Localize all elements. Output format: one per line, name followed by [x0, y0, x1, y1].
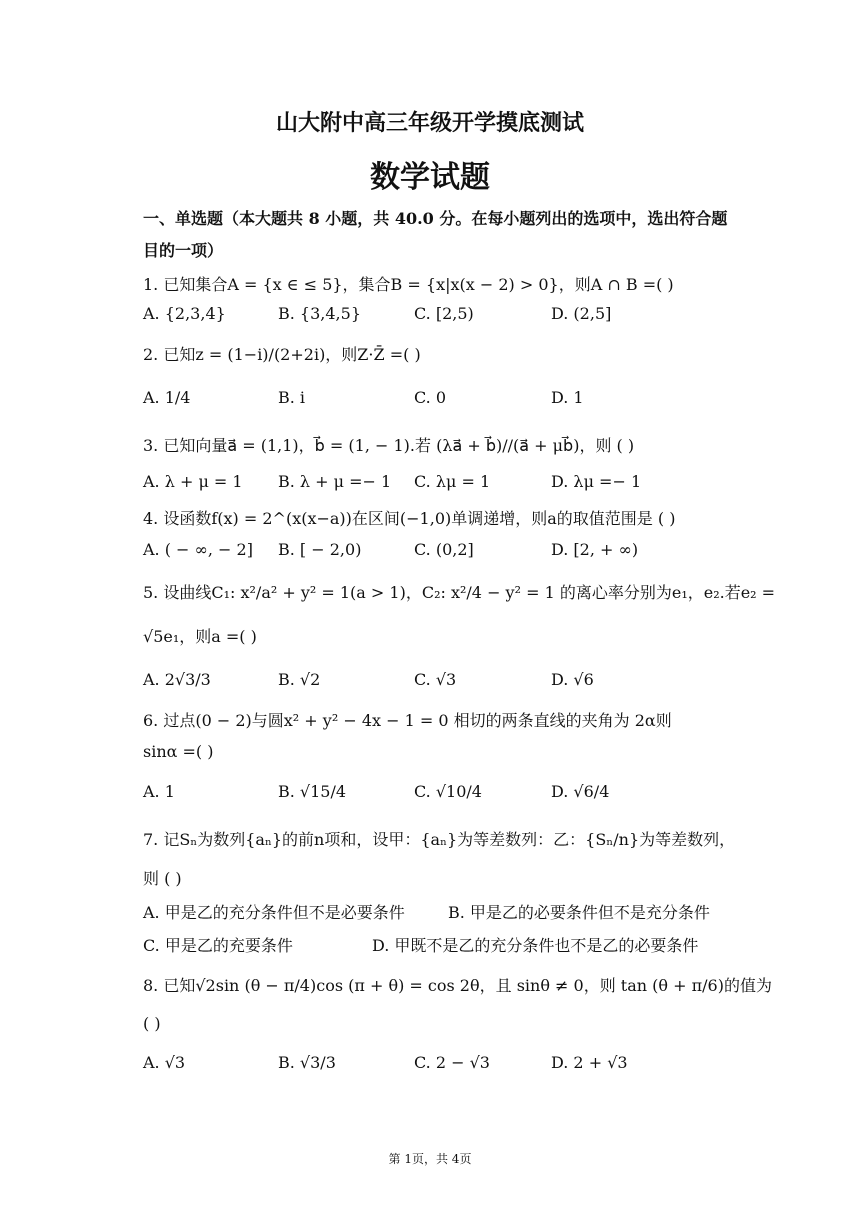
question-6-option-a: A. 1 [143, 782, 175, 801]
question-6-stem-line-2: sinα =( ) [143, 742, 214, 761]
subject-title: 数学试题 [370, 160, 490, 195]
question-1-option-c: C. [2,5) [414, 304, 474, 323]
question-8-option-b: B. √3/3 [278, 1053, 336, 1072]
question-7-option-a: A. 甲是乙的充分条件但不是必要条件 [143, 903, 405, 922]
question-2-option-d: D. 1 [551, 388, 584, 407]
question-3-option-a: A. λ + μ = 1 [143, 472, 243, 491]
question-6-option-d: D. √6/4 [551, 782, 610, 801]
question-6-option-c: C. √10/4 [414, 782, 482, 801]
page-footer: 第 1页，共 4页 [388, 1152, 472, 1166]
question-1-option-a: A. {2,3,4} [143, 304, 226, 323]
question-2-option-a: A. 1/4 [143, 388, 191, 407]
question-3-option-c: C. λμ = 1 [414, 472, 491, 491]
section-heading-line-2: 目的一项） [143, 241, 224, 260]
question-8-option-d: D. 2 + √3 [551, 1053, 628, 1072]
question-8-option-c: C. 2 − √3 [414, 1053, 490, 1072]
question-2-option-b: B. i [278, 388, 306, 407]
section-heading-line-1: 一、单选题（本大题共 8 小题，共 40.0 分。在每小题列出的选项中，选出符合题 [143, 209, 728, 228]
question-3-stem: 3. 已知向量a⃗ = (1,1)，b⃗ = (1, − 1).若 (λa⃗ + b⃗)//(a⃗ + μb⃗)，则 ( ) [143, 436, 635, 455]
question-8-stem-line-2: ( ) [143, 1014, 161, 1033]
question-7-option-c: C. 甲是乙的充要条件 [143, 936, 293, 955]
question-6-option-b: B. √15/4 [278, 782, 347, 801]
question-4-stem: 4. 设函数f(x) = 2^(x(x−a))在区间(−1,0)单调递增，则a的取值范围是 ( ) [143, 509, 676, 528]
question-5-option-b: B. √2 [278, 670, 321, 689]
question-5-stem-line-2: √5e₁，则a =( ) [143, 627, 257, 646]
question-5-option-c: C. √3 [414, 670, 457, 689]
question-8-option-a: A. √3 [143, 1053, 186, 1072]
question-5-option-d: D. √6 [551, 670, 594, 689]
question-8-stem-line-1: 8. 已知√2sin (θ − π/4)cos (π + θ) = cos 2θ，且 sinθ ≠ 0，则 tan (θ + π/6)的值为 [143, 976, 772, 995]
question-7-option-b: B. 甲是乙的必要条件但不是充分条件 [448, 903, 710, 922]
question-7-option-d: D. 甲既不是乙的充分条件也不是乙的必要条件 [372, 936, 699, 955]
question-2-option-c: C. 0 [414, 388, 447, 407]
question-1-stem: 1. 已知集合A = {x ∈ ≤ 5}，集合B = {x|x(x − 2) > 0}，则A ∩ B =( ) [143, 275, 674, 294]
question-4-option-d: D. [2, + ∞) [551, 540, 639, 559]
question-6-stem-line-1: 6. 过点(0 − 2)与圆x² + y² − 4x − 1 = 0 相切的两条直线的夹角为 2α则 [143, 711, 672, 730]
question-3-option-b: B. λ + μ =− 1 [278, 472, 392, 491]
question-5-stem-line-1: 5. 设曲线C₁: x²/a² + y² = 1(a > 1)，C₂: x²/4 − y² = 1 的离心率分别为e₁，e₂.若e₂ = [143, 583, 776, 602]
question-1-option-b: B. {3,4,5} [278, 304, 361, 323]
question-7-stem-line-1: 7. 记Sₙ为数列{aₙ}的前n项和，设甲：{aₙ}为等差数列：乙：{Sₙ/n}为等差数列， [143, 830, 736, 849]
question-1-option-d: D. (2,5] [551, 304, 612, 323]
question-4-option-b: B. [ − 2,0) [278, 540, 362, 559]
question-2-stem: 2. 已知z = (1−i)/(2+2i)，则Z·Z̄ =( ) [143, 345, 421, 364]
question-4-option-c: C. (0,2] [414, 540, 474, 559]
question-3-option-d: D. λμ =− 1 [551, 472, 642, 491]
question-7-stem-line-2: 则 ( ) [143, 869, 182, 888]
question-5-option-a: A. 2√3/3 [143, 670, 211, 689]
question-4-option-a: A. ( − ∞, − 2] [143, 540, 253, 559]
school-title: 山大附中高三年级开学摸底测试 [275, 110, 584, 136]
